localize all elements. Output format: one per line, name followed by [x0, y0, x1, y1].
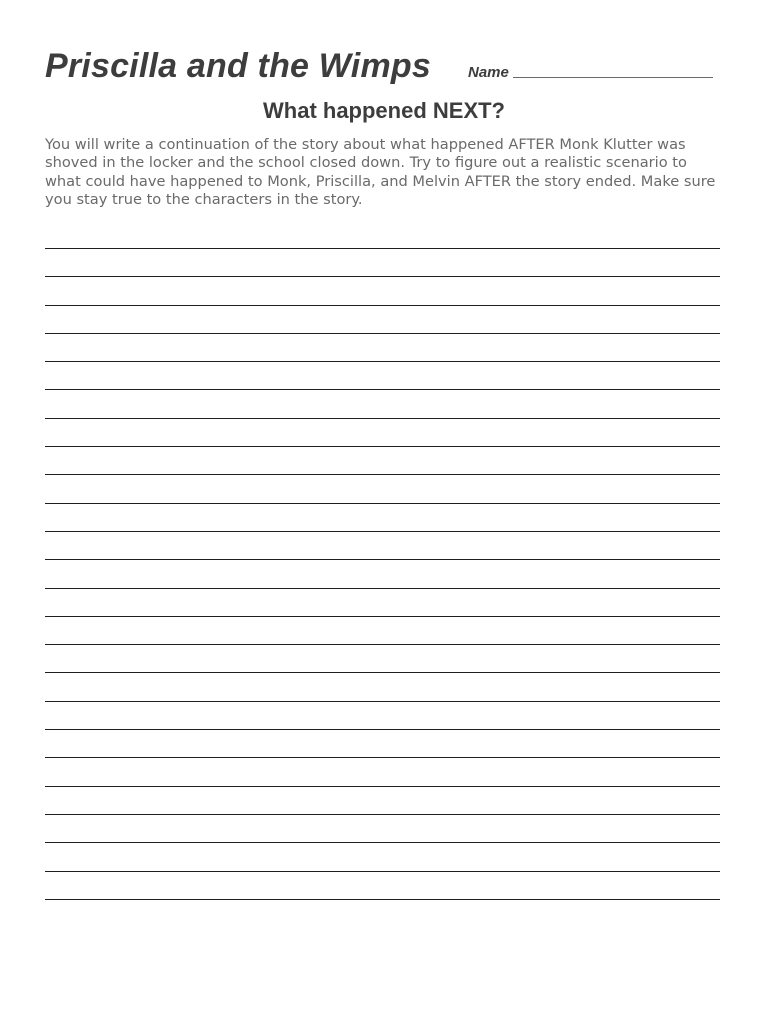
writing-line[interactable]: [45, 531, 720, 532]
writing-line[interactable]: [45, 786, 720, 787]
writing-area: [45, 248, 720, 927]
writing-line[interactable]: [45, 672, 720, 673]
worksheet-subtitle: What happened NEXT?: [263, 98, 505, 123]
instructions-paragraph: You will write a continuation of the story about what happened AFTER Monk Klutter was shoved in the locker and the school closed down. Try to figure out a realistic scenario to what could have happened to Monk, Priscilla, and Melvin AFTER the story ended. Make sure you stay true to the characters in the story.: [45, 136, 716, 208]
name-blank-line[interactable]: [513, 76, 713, 78]
writing-line[interactable]: [45, 616, 720, 617]
writing-line[interactable]: [45, 701, 720, 702]
worksheet-title: Priscilla and the Wimps: [45, 47, 431, 85]
writing-line[interactable]: [45, 446, 720, 447]
writing-line[interactable]: [45, 559, 720, 560]
writing-line[interactable]: [45, 305, 720, 306]
writing-line[interactable]: [45, 248, 720, 249]
writing-line[interactable]: [45, 757, 720, 758]
writing-line[interactable]: [45, 418, 720, 419]
writing-line[interactable]: [45, 871, 720, 872]
writing-line[interactable]: [45, 503, 720, 504]
writing-line[interactable]: [45, 899, 720, 900]
name-field: [468, 64, 713, 81]
name-label: Name: [468, 64, 509, 81]
writing-line[interactable]: [45, 333, 720, 334]
writing-line[interactable]: [45, 276, 720, 277]
writing-line[interactable]: [45, 644, 720, 645]
writing-line[interactable]: [45, 389, 720, 390]
writing-line[interactable]: [45, 814, 720, 815]
writing-line[interactable]: [45, 474, 720, 475]
writing-line[interactable]: [45, 588, 720, 589]
writing-line[interactable]: [45, 361, 720, 362]
writing-line[interactable]: [45, 842, 720, 843]
writing-line[interactable]: [45, 729, 720, 730]
